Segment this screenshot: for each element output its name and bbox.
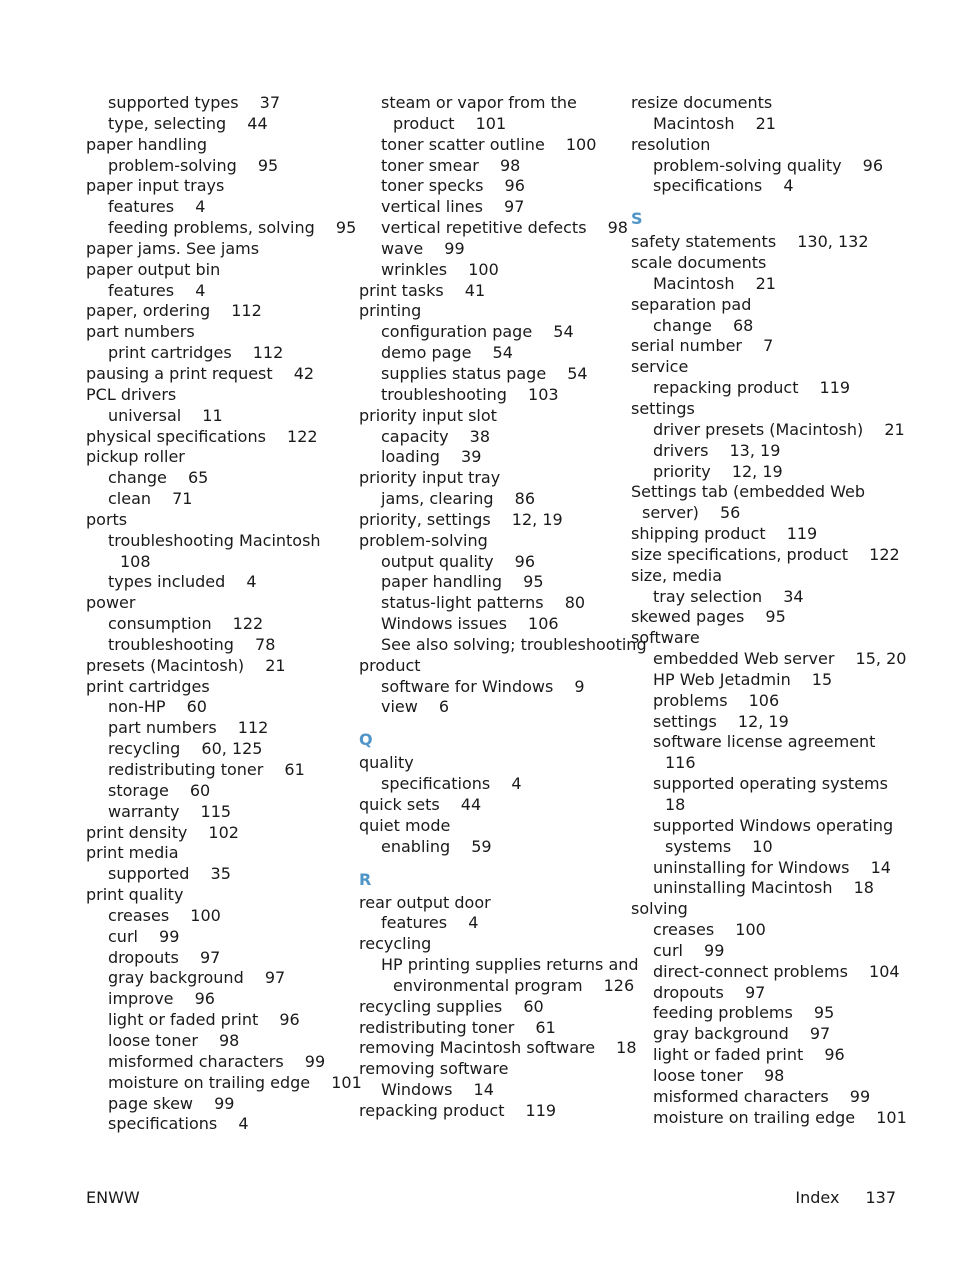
index-subentry: problems 106 bbox=[653, 690, 780, 710]
index-subentry: software for Windows 9 bbox=[381, 676, 585, 696]
index-entry: priority input tray bbox=[359, 468, 501, 488]
index-subentry: supported types 37 bbox=[108, 93, 281, 112]
index-entry: quality bbox=[359, 753, 414, 773]
section-letter: Q bbox=[359, 730, 373, 750]
index-subentry: improve 96 bbox=[108, 989, 215, 1009]
index-subentry: troubleshooting Macintosh bbox=[108, 530, 321, 550]
index-subentry: driver presets (Macintosh) 21 bbox=[653, 419, 905, 439]
index-entry: recycling supplies 60 bbox=[359, 996, 544, 1016]
index-subentry: view 6 bbox=[381, 697, 450, 717]
index-subentry: output quality 96 bbox=[381, 551, 536, 571]
index-subentry: product 101 bbox=[393, 113, 507, 133]
index-subentry: supported operating systems bbox=[653, 774, 888, 794]
index-subentry: types included 4 bbox=[108, 572, 257, 592]
index-entry: skewed pages 95 bbox=[631, 607, 786, 627]
index-subentry: problem-solving 95 bbox=[108, 155, 279, 175]
index-subentry: print cartridges 112 bbox=[108, 343, 284, 363]
index-subentry: configuration page 54 bbox=[381, 322, 574, 342]
index-subentry: curl 99 bbox=[653, 940, 725, 960]
index-subentry: specifications 4 bbox=[108, 1114, 249, 1134]
footer-left: ENWW bbox=[86, 1188, 140, 1207]
index-subentry: misformed characters 99 bbox=[653, 1086, 871, 1106]
index-subentry: uninstalling Macintosh 18 bbox=[653, 878, 874, 898]
index-subentry: gray background 97 bbox=[108, 968, 286, 988]
index-subentry: misformed characters 99 bbox=[108, 1051, 326, 1071]
index-column-1 bbox=[86, 93, 362, 1135]
index-subentry: consumption 122 bbox=[108, 614, 264, 634]
index-subentry: HP Web Jetadmin 15 bbox=[653, 669, 833, 689]
index-entry: separation pad bbox=[631, 294, 752, 314]
index-subentry: 116 bbox=[665, 753, 696, 773]
footer-right bbox=[795, 1188, 896, 1207]
index-subentry: specifications 4 bbox=[653, 176, 794, 196]
index-entry: printing bbox=[359, 301, 422, 321]
index-subentry: toner specks 96 bbox=[381, 176, 525, 196]
index-entry: rear output door bbox=[359, 892, 491, 912]
index-entry: priority, settings 12, 19 bbox=[359, 509, 563, 529]
index-entry: resolution bbox=[631, 134, 711, 154]
index-subentry: repacking product 119 bbox=[653, 378, 851, 398]
index-subentry: supported Windows operating bbox=[653, 815, 894, 835]
index-subentry: recycling 60, 125 bbox=[108, 739, 263, 759]
index-subentry: Macintosh 21 bbox=[653, 273, 776, 293]
index-entry: serial number 7 bbox=[631, 336, 774, 356]
index-subentry: curl 99 bbox=[108, 926, 180, 946]
index-subentry: status-light patterns 80 bbox=[381, 593, 586, 613]
index-entry: presets (Macintosh) 21 bbox=[86, 655, 286, 675]
index-entry: physical specifications 122 bbox=[86, 426, 318, 446]
index-entry: pausing a print request 42 bbox=[86, 363, 315, 383]
index-subentry: storage 60 bbox=[108, 780, 211, 800]
index-subentry: priority 12, 19 bbox=[653, 461, 783, 481]
index-entry: repacking product 119 bbox=[359, 1100, 557, 1120]
index-subentry: dropouts 97 bbox=[653, 982, 766, 1002]
index-subentry: features 4 bbox=[108, 280, 206, 300]
index-entry: part numbers bbox=[86, 322, 195, 342]
index-subentry: troubleshooting 78 bbox=[108, 634, 276, 654]
index-subentry: features 4 bbox=[381, 913, 479, 933]
index-entry: shipping product 119 bbox=[631, 524, 818, 544]
index-column-2 bbox=[359, 93, 647, 1122]
index-entry: recycling bbox=[359, 934, 432, 954]
index-subentry: problem-solving quality 96 bbox=[653, 155, 884, 175]
index-entry: pickup roller bbox=[86, 447, 185, 467]
index-entry: scale documents bbox=[631, 253, 767, 273]
index-entry: print media bbox=[86, 843, 179, 863]
index-subentry: supported 35 bbox=[108, 864, 231, 884]
index-entry: print tasks 41 bbox=[359, 280, 486, 300]
index-subentry: wrinkles 100 bbox=[381, 259, 499, 279]
index-subentry: environmental program 126 bbox=[393, 975, 635, 995]
index-subentry: warranty 115 bbox=[108, 801, 232, 821]
index-entry: software bbox=[631, 628, 700, 648]
index-entry: priority input slot bbox=[359, 405, 497, 425]
index-subentry: feeding problems 95 bbox=[653, 1003, 835, 1023]
index-subentry: supplies status page 54 bbox=[381, 363, 588, 383]
index-entry: print density 102 bbox=[86, 822, 239, 842]
index-subentry: toner smear 98 bbox=[381, 155, 521, 175]
index-subentry: redistributing toner 61 bbox=[108, 760, 305, 779]
index-entry: resize documents bbox=[631, 93, 773, 112]
index-subentry: features 4 bbox=[108, 197, 206, 217]
index-subentry: demo page 54 bbox=[381, 343, 513, 363]
index-subentry: wave 99 bbox=[381, 238, 465, 258]
index-entry: paper handling bbox=[86, 134, 208, 154]
index-entry: paper output bin bbox=[86, 259, 221, 279]
index-subentry: loading 39 bbox=[381, 447, 482, 467]
index-entry: product bbox=[359, 655, 421, 675]
index-subentry: enabling 59 bbox=[381, 836, 492, 856]
index-subentry: loose toner 98 bbox=[653, 1065, 785, 1085]
index-subentry: specifications 4 bbox=[381, 774, 522, 794]
index-entry: removing Macintosh software 18 bbox=[359, 1038, 637, 1058]
index-subentry: tray selection 34 bbox=[653, 586, 804, 606]
index-subentry: moisture on trailing edge 101 bbox=[653, 1107, 907, 1127]
index-entry: print quality bbox=[86, 885, 184, 905]
index-entry: safety statements 130, 132 bbox=[631, 232, 869, 252]
index-subentry: 108 bbox=[120, 551, 151, 571]
index-subentry: 18 bbox=[665, 795, 686, 814]
index-subentry: feeding problems, solving 95 bbox=[108, 218, 357, 238]
index-subentry: change 65 bbox=[108, 468, 209, 488]
index-subentry: toner scatter outline 100 bbox=[381, 134, 597, 154]
index-subentry: Windows issues 106 bbox=[381, 614, 559, 634]
index-subentry: capacity 38 bbox=[381, 426, 490, 446]
index-subentry: creases 100 bbox=[108, 905, 221, 925]
index-entry: settings bbox=[631, 398, 695, 418]
index-entry: solving bbox=[631, 899, 688, 919]
index-subentry: Macintosh 21 bbox=[653, 113, 776, 133]
index-subentry: Windows 14 bbox=[381, 1080, 494, 1100]
index-entry: problem-solving bbox=[359, 530, 488, 550]
section-letter: S bbox=[631, 209, 643, 229]
index-subentry: dropouts 97 bbox=[108, 947, 221, 967]
index-entry: removing software bbox=[359, 1059, 509, 1079]
index-subentry: clean 71 bbox=[108, 489, 193, 509]
section-letter: R bbox=[359, 869, 372, 889]
index-subentry: change 68 bbox=[653, 315, 754, 335]
index-entry: redistributing toner 61 bbox=[359, 1017, 556, 1037]
index-subentry: page skew 99 bbox=[108, 1093, 235, 1113]
index-subentry: non-HP 60 bbox=[108, 697, 207, 717]
index-subentry: vertical repetitive defects 98 bbox=[381, 218, 628, 238]
index-entry: paper input trays bbox=[86, 176, 225, 196]
index-subentry: part numbers 112 bbox=[108, 718, 269, 738]
index-entry: PCL drivers bbox=[86, 384, 177, 404]
footer-section: Index bbox=[795, 1188, 840, 1207]
index-entry: size, media bbox=[631, 565, 723, 585]
index-subentry: uninstalling for Windows 14 bbox=[653, 857, 891, 877]
index-entry: quiet mode bbox=[359, 815, 451, 835]
index-subentry: troubleshooting 103 bbox=[381, 384, 559, 404]
index-subentry: jams, clearing 86 bbox=[381, 489, 535, 509]
index-subentry: creases 100 bbox=[653, 920, 766, 940]
index-subentry: universal 11 bbox=[108, 405, 223, 425]
index-entry: quick sets 44 bbox=[359, 795, 482, 814]
index-subentry: steam or vapor from the bbox=[381, 93, 577, 112]
index-subentry: software license agreement bbox=[653, 732, 876, 752]
page-number: 137 bbox=[865, 1188, 896, 1207]
index-entry: service bbox=[631, 357, 689, 377]
index-subentry: drivers 13, 19 bbox=[653, 440, 781, 460]
index-entry: ports bbox=[86, 509, 128, 529]
index-subentry: settings 12, 19 bbox=[653, 711, 789, 731]
index-subentry: light or faded print 96 bbox=[653, 1045, 845, 1065]
index-subentry: type, selecting 44 bbox=[108, 113, 268, 133]
index-subentry: moisture on trailing edge 101 bbox=[108, 1072, 362, 1092]
index-subentry: paper handling 95 bbox=[381, 572, 544, 592]
index-subentry: loose toner 98 bbox=[108, 1030, 240, 1050]
index-subentry: embedded Web server 15, 20 bbox=[653, 649, 907, 669]
index-entry: paper, ordering 112 bbox=[86, 301, 262, 321]
index-entry: print cartridges bbox=[86, 676, 210, 696]
index-entry: power bbox=[86, 593, 136, 613]
index-subentry: light or faded print 96 bbox=[108, 1010, 300, 1030]
index-subentry: server) 56 bbox=[642, 503, 741, 523]
index-entry: Settings tab (embedded Web bbox=[631, 482, 865, 502]
index-entry: size specifications, product 122 bbox=[631, 544, 900, 564]
index-subentry: direct-connect problems 104 bbox=[653, 961, 900, 981]
index-subentry: vertical lines 97 bbox=[381, 197, 525, 217]
index-column-3 bbox=[631, 93, 907, 1129]
index-entry: paper jams. See jams bbox=[86, 238, 260, 258]
index-subentry: HP printing supplies returns and bbox=[381, 955, 639, 975]
index-subentry: See also solving; troubleshooting bbox=[381, 634, 647, 654]
index-subentry: systems 10 bbox=[665, 836, 773, 856]
index-subentry: gray background 97 bbox=[653, 1024, 831, 1044]
